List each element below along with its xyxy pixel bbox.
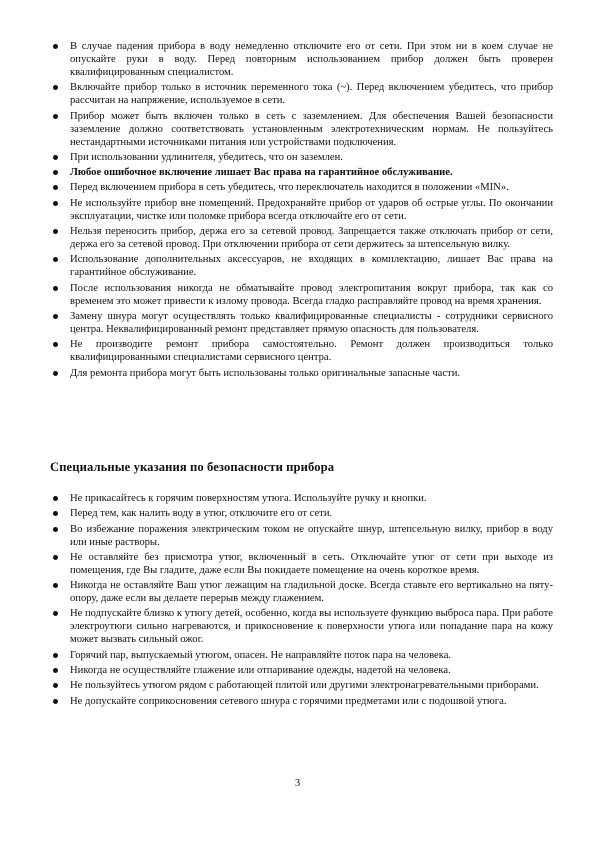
bullet-icon: [53, 44, 58, 49]
bullet-icon: [53, 201, 58, 206]
list-item: [50, 197, 553, 223]
general-safety-list: [50, 40, 553, 382]
bullet-icon: [53, 185, 58, 190]
list-item-text: Никогда не оставляйте Ваш утюг лежащим на гладильной доске. Всегда ставьте его вертикально на пяту-опору, даже если вы делаете перерыв между глажением.: [70, 580, 553, 605]
list-item-text: Горячий пар, выпускаемый утюгом, опасен. Не направляйте поток пара на человека.: [70, 649, 452, 661]
list-item: [50, 225, 553, 251]
page-number: 3: [294, 778, 301, 789]
list-item-text: Перед включением прибора в сеть убедитесь, что переключатель находится в положении «MIN».: [70, 182, 509, 194]
bullet-icon: [53, 229, 58, 234]
list-item-text: Любое ошибочное включение лишает Вас права на гарантийное обслуживание.: [70, 167, 453, 179]
list-item-text: Замену шнура могут осуществлять только квалифицированные специалисты - сотрудники сервисного центра. Неквалифицированный ремонт представляет прямую опасность для пользователя.: [70, 310, 553, 335]
list-item-text: При использовании удлинителя, убедитесь, что он заземлен.: [70, 151, 343, 163]
list-item-text: Не производите ремонт прибора самостоятельно. Ремонт должен производиться только квалифицированными специалистами сервисного центра.: [70, 339, 553, 364]
list-item: [50, 282, 553, 308]
list-item: [50, 181, 553, 194]
list-item: [50, 649, 553, 662]
bullet-icon: [53, 668, 58, 673]
list-item: [50, 492, 553, 505]
bullet-icon: [53, 583, 58, 588]
list-item-text: Для ремонта прибора могут быть использованы только оригинальные запасные части.: [70, 367, 461, 379]
section-heading: Специальные указания по безопасности прибора: [50, 460, 335, 474]
list-item-text: Не подпускайте близко к утюгу детей, особенно, когда вы используете функцию выброса пара. При работе электроутюги сильно нагреваются, и прикосновение к поверхности утюга или попадание пара на кожу может вызвать сильный ожог.: [70, 608, 553, 646]
list-item: [50, 166, 553, 179]
bullet-icon: [53, 496, 58, 501]
bullet-icon: [53, 286, 58, 291]
bullet-icon: [53, 257, 58, 262]
list-item-text: Не оставляйте без присмотра утюг, включенный в сеть. Отключайте утюг от сети при выходе из помещения, где Вы гладите, даже если Вы покидаете помещение на очень короткое время.: [70, 551, 553, 576]
list-item: [50, 81, 553, 107]
list-item: [50, 579, 553, 605]
list-item: [50, 607, 553, 646]
bullet-icon: [53, 653, 58, 658]
list-item: [50, 523, 553, 549]
list-item-text: Не допускайте соприкосновения сетевого шнура с горячими предметами или с подошвой утюга.: [70, 695, 507, 707]
bullet-icon: [53, 342, 58, 347]
bullet-icon: [53, 155, 58, 160]
bullet-icon: [53, 114, 58, 119]
list-item: [50, 110, 553, 149]
list-item-text: Не прикасайтесь к горячим поверхностям утюга. Используйте ручку и кнопки.: [70, 493, 427, 504]
bullet-icon: [53, 699, 58, 704]
list-item: [50, 253, 553, 279]
bullet-icon: [53, 527, 58, 532]
list-item: [50, 338, 553, 364]
list-item-text: После использования никогда не обматывайте провод электропитания вокруг прибора, так как со временем это может привести к излому провода. Всегда гладко расправляйте провод на время хранения.: [70, 282, 553, 307]
list-item: [50, 40, 553, 79]
list-item-text: Не используйте прибор вне помещений. Предохраняйте прибор от ударов об острые углы. По окончании эксплуатации, чистке или поломке прибора всегда отключайте его от сети.: [70, 197, 553, 222]
iron-safety-list: [50, 492, 553, 710]
list-item-text: Не пользуйтесь утюгом рядом с работающей плитой или другими электронагревательными приборами.: [70, 680, 539, 692]
bullet-icon: [53, 85, 58, 90]
bullet-icon: [53, 683, 58, 688]
list-item-text: Включайте прибор только в источник переменного тока (~). Перед включением убедитесь, что прибор рассчитан на напряжение, используемое в сети.: [70, 82, 553, 107]
list-item: [50, 679, 553, 692]
list-item: [50, 507, 553, 520]
bullet-icon: [53, 371, 58, 376]
list-item: [50, 551, 553, 577]
list-item-text: Использование дополнительных аксессуаров, не входящих в комплектацию, лишает Вас права на гарантийное обслуживание.: [70, 254, 553, 279]
bullet-icon: [53, 611, 58, 616]
bullet-icon: [53, 511, 58, 516]
list-item: [50, 151, 553, 164]
list-item: [50, 310, 553, 336]
list-item-text: Нельзя переносить прибор, держа его за сетевой провод. Запрещается также отключать прибор от сети, держа его за сетевой провод. При отключении прибора от сети держитесь за штепсельную вилку.: [70, 226, 553, 251]
bullet-icon: [53, 555, 58, 560]
list-item-text: Прибор может быть включен только в сеть с заземлением. Для обеспечения Вашей безопасности заземление должно соответствовать установленным электротехническим нормам. Не пользуйтесь нестандартными источниками питания или устройствами подключения.: [70, 110, 553, 148]
list-item-text: В случае падения прибора в воду немедленно отключите его от сети. При этом ни в коем случае не опускайте руки в воду. Перед повторным использованием прибор должен быть проверен квалифицированным специалистом.: [70, 41, 553, 78]
list-item: [50, 367, 553, 380]
list-item: [50, 664, 553, 677]
bullet-icon: [53, 170, 58, 175]
list-item-text: Перед тем, как налить воду в утюг, отключите его от сети.: [70, 508, 333, 520]
bullet-icon: [53, 314, 58, 319]
list-item-text: Во избежание поражения электрическим током не опускайте шнур, штепсельную вилку, прибор в воду или иные растворы.: [70, 523, 553, 548]
list-item-text: Никогда не осуществляйте глажение или отпаривание одежды, надетой на человека.: [70, 665, 451, 677]
list-item: [50, 695, 553, 708]
